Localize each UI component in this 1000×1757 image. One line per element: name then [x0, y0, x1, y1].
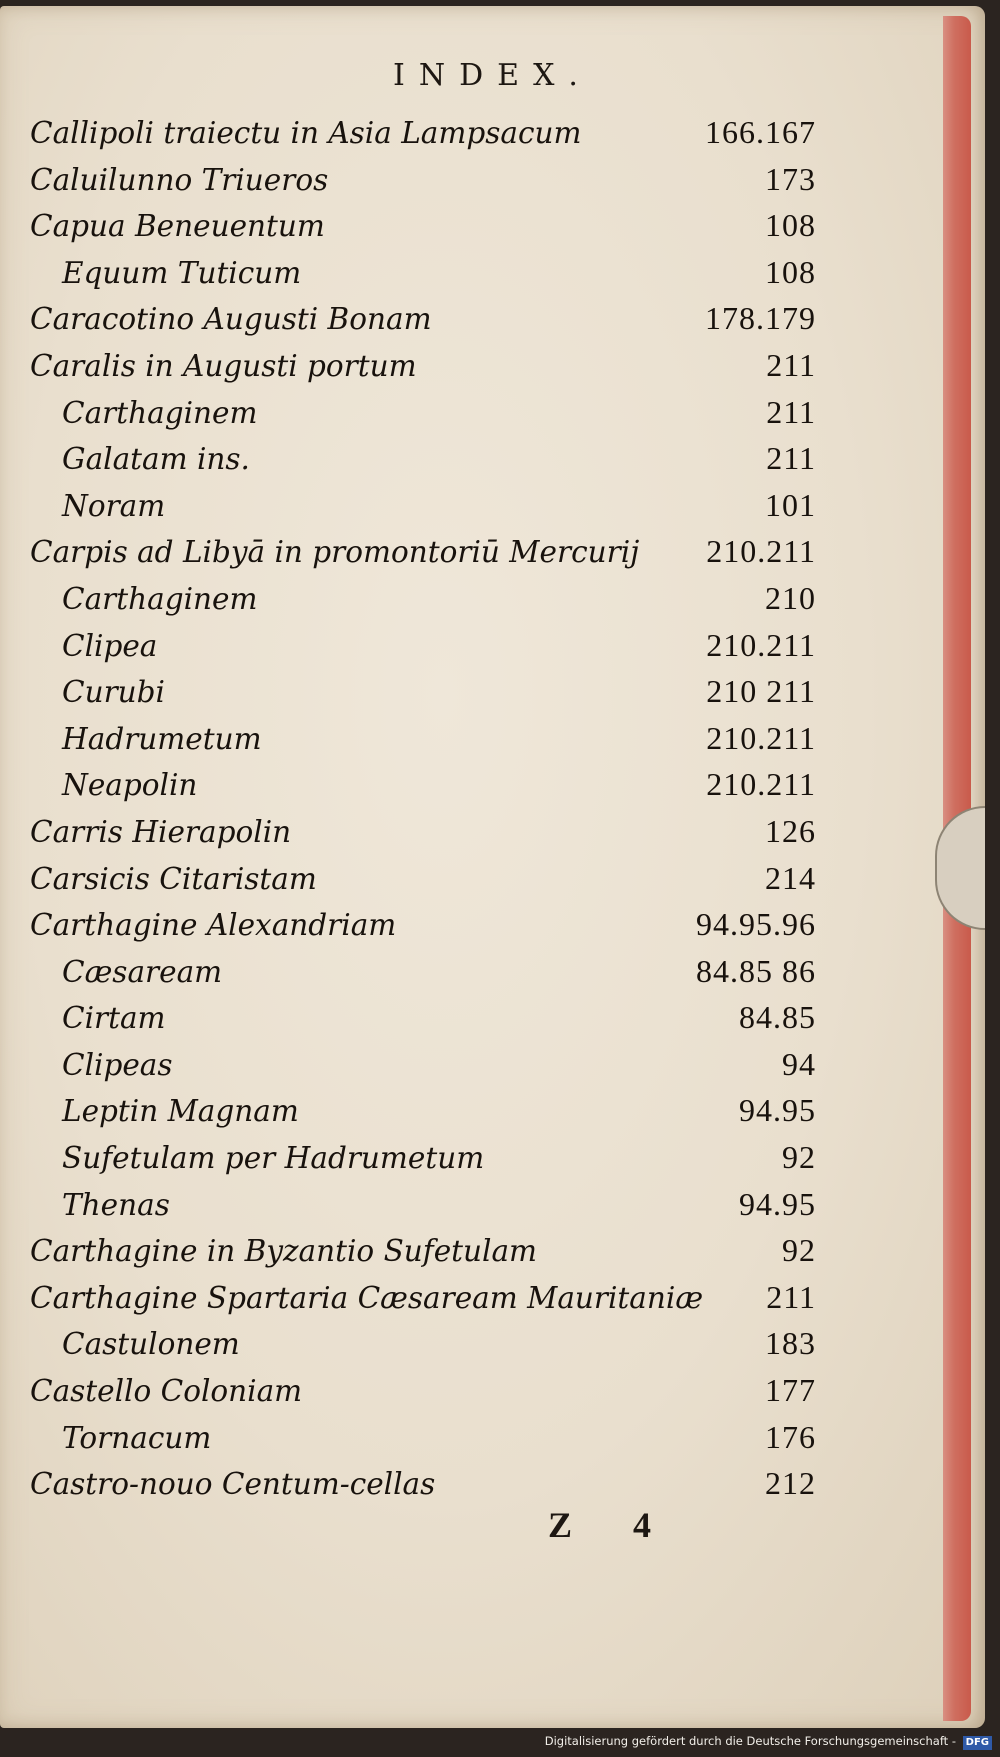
index-entries	[30, 109, 816, 1507]
digitization-credit	[545, 1734, 992, 1750]
entry-place: Caralis in Augusti portum	[30, 348, 417, 383]
entry-pages: 211	[766, 440, 816, 477]
entry-pages: 210.211	[706, 626, 816, 663]
entry-pages: 214	[765, 859, 816, 896]
index-entry	[30, 715, 816, 762]
index-entry	[30, 295, 816, 342]
index-entry	[30, 761, 816, 808]
entry-pages: 126	[765, 812, 816, 849]
index-entry	[30, 156, 816, 203]
index-entry	[30, 1274, 816, 1321]
index-entry	[30, 482, 816, 529]
book-page	[0, 6, 985, 1728]
index-entry	[30, 1367, 816, 1414]
entry-pages: 94	[782, 1045, 816, 1082]
entry-place: Capua Beneuentum	[30, 209, 325, 244]
entry-pages: 94.95	[739, 1185, 816, 1222]
entry-place: Noram	[62, 488, 166, 523]
entry-place: Hadrumetum	[62, 721, 262, 756]
entry-place: Clipea	[62, 628, 158, 663]
dfg-logo-badge: DFG	[963, 1736, 992, 1750]
entry-place: Galatam ins.	[62, 442, 250, 477]
entry-place: Leptin Magnam	[62, 1094, 299, 1129]
entry-pages: 211	[766, 1278, 816, 1315]
index-entry	[30, 901, 816, 948]
index-entry	[30, 249, 816, 296]
entry-place: Carthagine Alexandriam	[30, 908, 397, 943]
index-entry	[30, 1041, 816, 1088]
entry-pages: 176	[765, 1418, 816, 1455]
entry-place: Carthaginem	[62, 581, 258, 616]
entry-place: Castello Coloniam	[30, 1374, 303, 1409]
index-entry	[30, 994, 816, 1041]
index-entry	[30, 948, 816, 995]
entry-pages: 210.211	[706, 719, 816, 756]
index-entry	[30, 1181, 816, 1228]
signature-mark: Z 4	[548, 1505, 678, 1545]
entry-place: Carpis ad Libyā in promontoriū Mercurij	[30, 535, 640, 570]
entry-pages: 210	[765, 579, 816, 616]
entry-place: Cirtam	[62, 1001, 166, 1036]
entry-place: Neapolin	[62, 768, 198, 803]
entry-place: Equum Tuticum	[62, 255, 302, 290]
page-title: INDEX.	[393, 58, 592, 93]
entry-place: Sufetulam per Hadrumetum	[62, 1141, 485, 1176]
entry-place: Thenas	[62, 1187, 170, 1222]
index-entry	[30, 389, 816, 436]
index-entry	[30, 1134, 816, 1181]
entry-pages: 177	[765, 1372, 816, 1409]
entry-pages: 210 211	[706, 673, 816, 710]
index-entry	[30, 109, 816, 156]
index-entry	[30, 528, 816, 575]
index-entry	[30, 342, 816, 389]
entry-place: Caracotino Augusti Bonam	[30, 302, 432, 337]
entry-pages: 166.167	[705, 114, 816, 150]
entry-pages: 94.95	[739, 1092, 816, 1129]
entry-pages: 101	[765, 486, 816, 523]
entry-place: Carthagine Spartaria Cæsaream Mauritaniæ	[30, 1280, 704, 1315]
entry-place: Carthagine in Byzantio Sufetulam	[30, 1234, 538, 1269]
entry-pages: 84.85	[739, 999, 816, 1036]
entry-pages: 92	[782, 1139, 816, 1176]
entry-pages: 211	[766, 393, 816, 430]
entry-place: Caluilunno Triueros	[30, 162, 329, 197]
entry-pages: 92	[782, 1232, 816, 1269]
entry-place: Carsicis Citaristam	[30, 861, 317, 896]
index-entry	[30, 1087, 816, 1134]
credit-text: Digitalisierung gefördert durch die Deutsche Forschungsgemeinschaft -	[544, 1734, 956, 1748]
entry-place: Cæsaream	[62, 954, 223, 989]
index-entry	[30, 1227, 816, 1274]
index-entry	[30, 575, 816, 622]
index-entry	[30, 202, 816, 249]
entry-pages: 84.85 86	[696, 952, 816, 989]
entry-pages: 94.95.96	[696, 906, 816, 943]
entry-pages: 108	[765, 207, 816, 244]
entry-place: Carthaginem	[62, 395, 258, 430]
index-entry	[30, 808, 816, 855]
entry-place: Clipeas	[62, 1047, 173, 1082]
entry-place: Tornacum	[62, 1420, 212, 1455]
index-entry	[30, 435, 816, 482]
index-entry	[30, 1414, 816, 1461]
entry-place: Callipoli traiectu in Asia Lampsacum	[30, 116, 582, 150]
index-entry	[30, 1320, 816, 1367]
entry-pages: 210.211	[706, 766, 816, 803]
index-entry	[30, 668, 816, 715]
entry-place: Castulonem	[62, 1327, 240, 1362]
entry-pages: 173	[765, 160, 816, 197]
entry-pages: 210.211	[706, 533, 816, 570]
index-entry	[30, 1460, 816, 1507]
entry-pages: 212	[765, 1465, 816, 1502]
entry-pages: 178.179	[705, 300, 816, 337]
entry-place: Carris Hierapolin	[30, 814, 292, 849]
entry-pages: 108	[765, 253, 816, 290]
index-entry	[30, 855, 816, 902]
index-entry	[30, 622, 816, 669]
entry-pages: 211	[766, 346, 816, 383]
entry-place: Castro-nouo Centum-cellas	[30, 1467, 436, 1502]
entry-pages: 183	[765, 1325, 816, 1362]
entry-place: Curubi	[62, 675, 165, 710]
